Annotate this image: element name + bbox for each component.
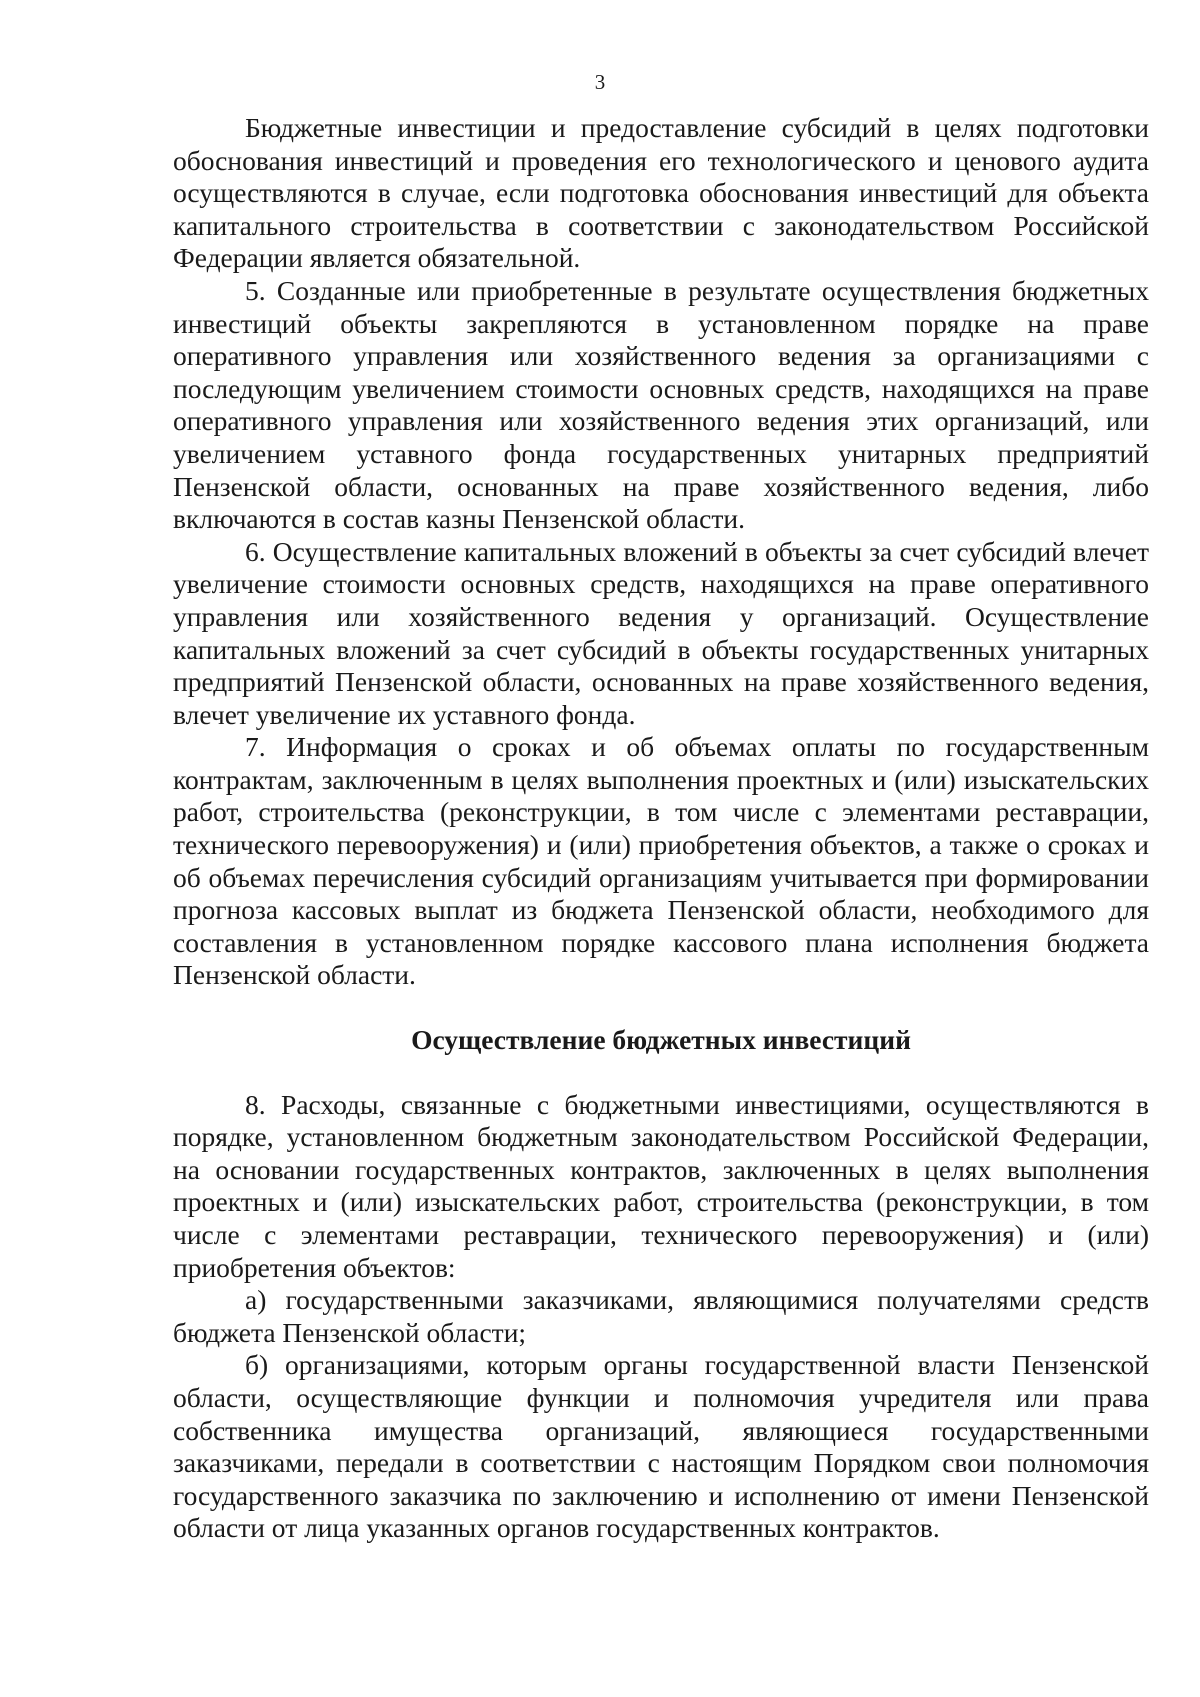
paragraph-intro: Бюджетные инвестиции и предоставление субсидий в целях подготовки обоснования инвестиций и проведения его технологического и ценового аудита осуществляются в случае, если подготовка обоснования инвестиций для объекта капитального строительства в соответствии с законодательством Российской Федерации является обязательной. (173, 112, 1149, 274)
paragraph-6: 6. Осуществление капитальных вложений в объекты за счет субсидий влечет увеличение стоимости основных средств, находящихся на праве оперативного управления или хозяйственного ведения у организаций. Осуществление капитальных вложений за счет субсидий в объекты государственных унитарных предприятий Пензенской области, основанных на праве хозяйственного ведения, влечет увеличение их уставного фонда. (173, 535, 1149, 730)
paragraph-5: 5. Созданные или приобретенные в результате осуществления бюджетных инвестиций объекты закрепляются в установленном порядке на праве оперативного управления или хозяйственного ведения за организациями с последующим увеличением стоимости основных средств, находящихся на праве оперативного управления или хозяйственного ведения этих организаций, или увеличением уставного фонда государственных унитарных предприятий Пензенской области, основанных на праве хозяйственного ведения, либо включаются в состав казны Пензенской области. (173, 274, 1149, 535)
paragraph-8a: а) государственными заказчиками, являющимися получателями средств бюджета Пензенской области; (173, 1284, 1149, 1348)
document-body (173, 112, 1149, 1545)
page-number: 3 (594, 70, 606, 94)
paragraph-8: 8. Расходы, связанные с бюджетными инвестициями, осуществляются в порядке, установленном бюджетным законодательством Российской Федерации, на основании государственных контрактов, заключенных в целях выполнения проектных и (или) изыскательских работ, строительства (реконструкции, в том числе с элементами реставрации, технического перевооружения) и (или) приобретения объектов: (173, 1088, 1149, 1283)
section-heading: Осуществление бюджетных инвестиций (411, 1024, 911, 1056)
paragraph-8b: б) организациями, которым органы государственной власти Пензенской области, осуществляющие функции и полномочия учредителя или права собственника имущества организаций, являющиеся государственными заказчиками, передали в соответствии с настоящим Порядком свои полномочия государственного заказчика по заключению и исполнению от имени Пензенской области от лица указанных органов государственных контрактов. (173, 1349, 1149, 1544)
paragraph-7: 7. Информация о сроках и об объемах оплаты по государственным контрактам, заключенным в целях выполнения проектных и (или) изыскательских работ, строительства (реконструкции, в том числе с элементами реставрации, технического перевооружения) и (или) приобретения объектов, а также о сроках и об объемах перечисления субсидий организациям учитывается при формировании прогноза кассовых выплат из бюджета Пензенской области, необходимого для составления в установленном порядке кассового плана исполнения бюджета Пензенской области. (173, 731, 1149, 991)
